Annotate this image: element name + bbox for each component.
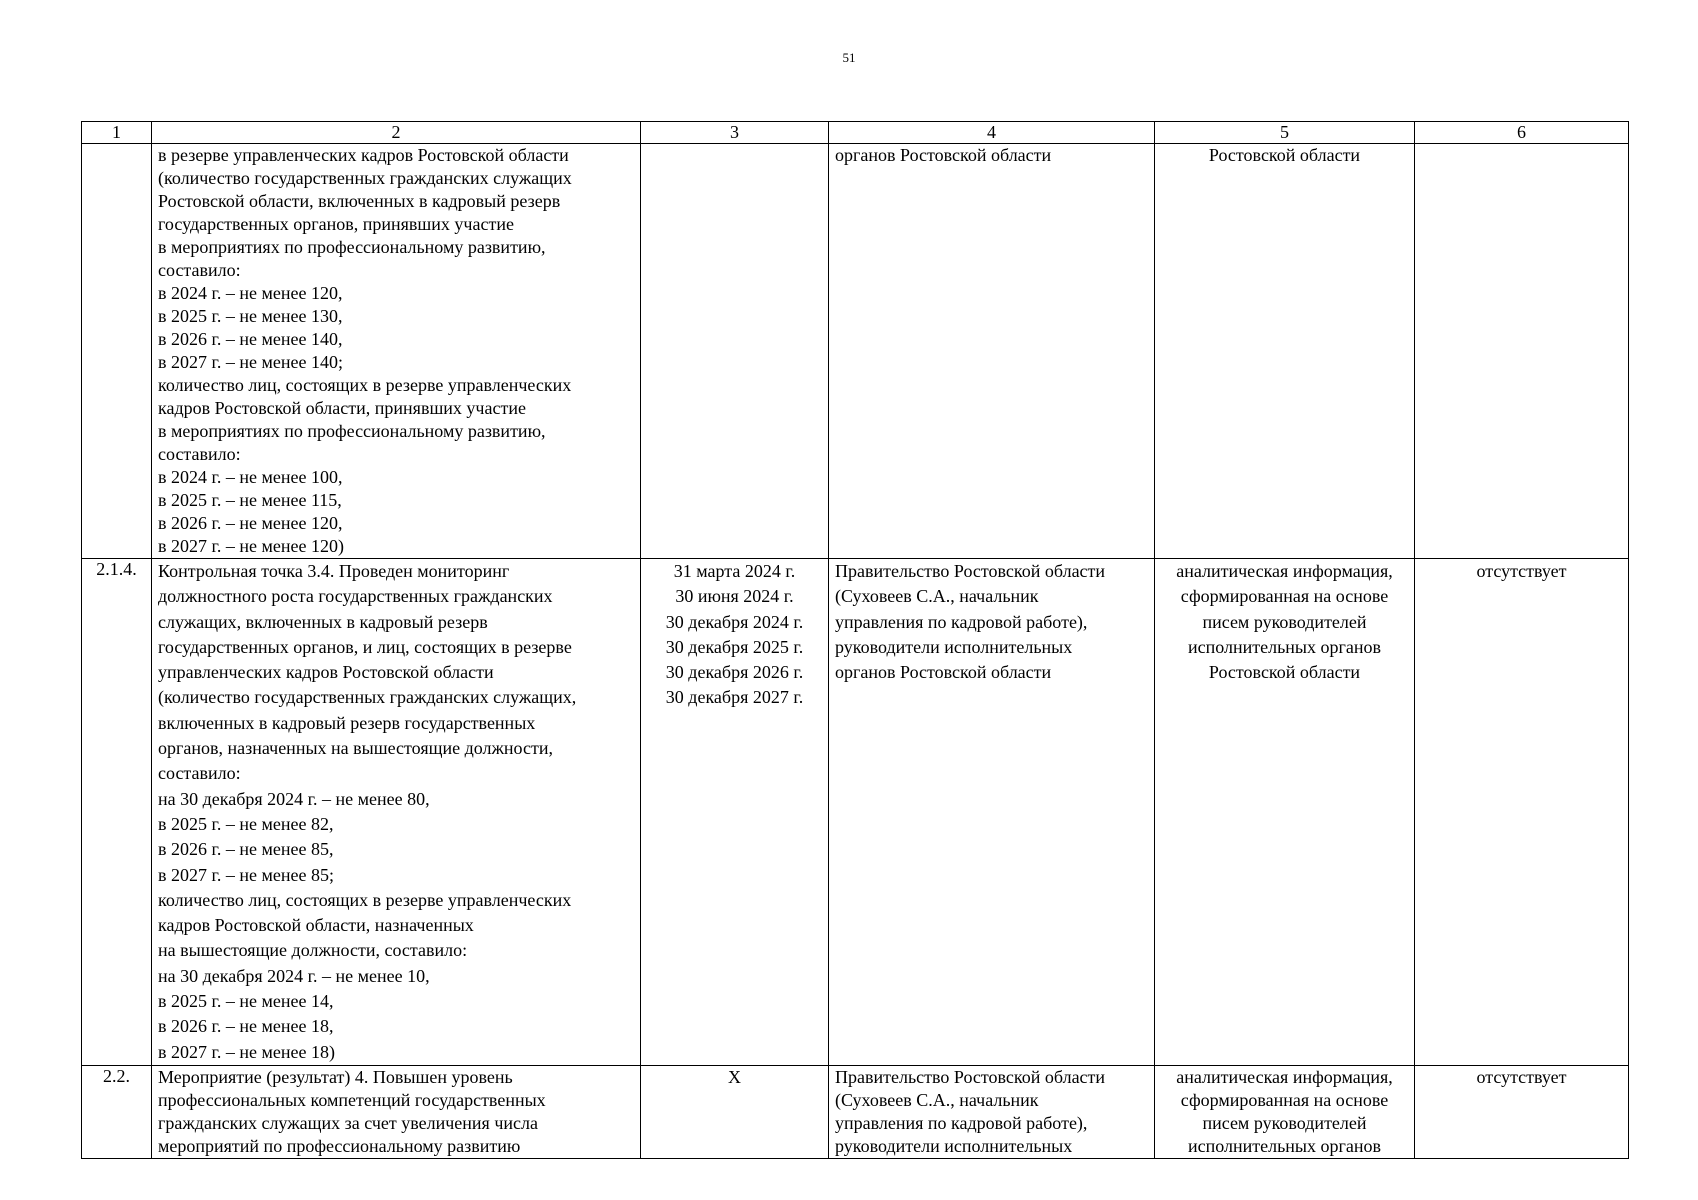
description-lines	[158, 144, 634, 558]
text-line: количество лиц, состоящих в резерве управленческих	[158, 375, 572, 395]
table-row	[82, 144, 1629, 559]
text-line: в 2027 г. – не менее 120)	[158, 536, 344, 556]
table-row	[82, 559, 1629, 1066]
info-system-lines	[1421, 559, 1622, 584]
text-line: 31 марта 2024 г.	[673, 561, 796, 581]
text-line: руководители исполнительных	[835, 636, 1073, 657]
text-line: государственных органов, принявших участие	[158, 214, 514, 234]
control-points-table	[81, 121, 1629, 1159]
text-line: (количество государственных гражданских служащих,	[158, 687, 577, 708]
info-system-cell	[1415, 1065, 1629, 1158]
document-lines	[1161, 144, 1408, 167]
description-lines	[158, 559, 634, 1065]
text-line: X	[728, 1066, 741, 1087]
text-line: органов Ростовской области	[835, 145, 1052, 165]
description-lines	[158, 1066, 634, 1158]
text-line: отсутствует	[1476, 1066, 1567, 1087]
text-line: Ростовской области	[1208, 662, 1361, 683]
text-line: Мероприятие (результат) 4. Повышен уровень	[158, 1066, 513, 1087]
table-row	[82, 1065, 1629, 1158]
text-line: в 2027 г. – не менее 140;	[158, 352, 343, 372]
column-header: 2	[152, 122, 641, 144]
text-line: Правительство Ростовской области	[835, 561, 1106, 581]
text-line: исполнительных органов	[1187, 1135, 1382, 1156]
text-line: (количество государственных гражданских служащих	[158, 168, 572, 188]
responsible-lines	[835, 559, 1148, 685]
text-line: в 2024 г. – не менее 100,	[158, 467, 343, 487]
column-header: 6	[1415, 122, 1629, 144]
text-line: мероприятий по профессиональному развитию	[158, 1135, 521, 1156]
document-cell	[1155, 559, 1415, 1066]
text-line: писем руководителей	[1202, 611, 1367, 632]
text-line: служащих, включенных в кадровый резерв	[158, 611, 488, 632]
text-line: сформированная на основе	[1180, 586, 1389, 607]
column-header: 5	[1155, 122, 1415, 144]
dates-cell	[641, 1065, 829, 1158]
dates-lines	[647, 1066, 822, 1089]
description-cell	[152, 144, 641, 559]
text-line: в 2025 г. – не менее 115,	[158, 490, 342, 510]
row-number-cell: 2.1.4.	[82, 559, 152, 1066]
responsible-lines	[835, 1066, 1148, 1158]
text-line: на 30 декабря 2024 г. – не менее 80,	[158, 788, 430, 809]
column-header: 1	[82, 122, 152, 144]
dates-cell	[641, 559, 829, 1066]
text-line: аналитическая информация,	[1176, 561, 1393, 581]
text-line: управленческих кадров Ростовской области	[158, 662, 494, 683]
info-system-lines	[1421, 1066, 1622, 1089]
column-header: 4	[829, 122, 1155, 144]
row-number-cell	[82, 144, 152, 559]
text-line: профессиональных компетенций государственных	[158, 1089, 546, 1110]
document-cell	[1155, 144, 1415, 559]
text-line: в 2026 г. – не менее 140,	[158, 329, 343, 349]
text-line: 30 декабря 2025 г.	[665, 636, 804, 657]
text-line: кадров Ростовской области, назначенных	[158, 915, 474, 936]
text-line: в 2025 г. – не менее 82,	[158, 813, 334, 834]
text-line: Ростовской области, включенных в кадровый резерв	[158, 191, 561, 211]
text-line: в мероприятиях по профессиональному развитию,	[158, 421, 546, 441]
text-line: в 2026 г. – не менее 120,	[158, 513, 343, 533]
text-line: 30 декабря 2024 г.	[665, 611, 804, 632]
text-line: кадров Ростовской области, принявших участие	[158, 398, 526, 418]
text-line: отсутствует	[1476, 561, 1567, 581]
description-cell	[152, 1065, 641, 1158]
text-line: управления по кадровой работе),	[835, 1112, 1088, 1133]
text-line: (Суховеев С.А., начальник	[835, 586, 1039, 607]
responsible-cell	[829, 144, 1155, 559]
row-number-cell: 2.2.	[82, 1065, 152, 1158]
text-line: писем руководителей	[1202, 1112, 1367, 1133]
text-line: составило:	[158, 260, 241, 280]
document-lines	[1161, 1066, 1408, 1158]
text-line: на 30 декабря 2024 г. – не менее 10,	[158, 965, 430, 986]
text-line: в мероприятиях по профессиональному развитию,	[158, 237, 546, 257]
responsible-cell	[829, 1065, 1155, 1158]
text-line: количество лиц, состоящих в резерве управленческих	[158, 889, 572, 910]
text-line: гражданских служащих за счет увеличения числа	[158, 1112, 538, 1133]
text-line: (Суховеев С.А., начальник	[835, 1089, 1039, 1110]
dates-lines	[647, 559, 822, 711]
info-system-cell	[1415, 144, 1629, 559]
text-line: включенных в кадровый резерв государственных	[158, 712, 536, 733]
text-line: должностного роста государственных гражданских	[158, 586, 553, 607]
text-line: составило:	[158, 763, 241, 784]
text-line: в 2026 г. – не менее 18,	[158, 1016, 334, 1037]
text-line: аналитическая информация,	[1176, 1066, 1393, 1087]
info-system-cell	[1415, 559, 1629, 1066]
page-number: 51	[842, 50, 856, 65]
column-header: 3	[641, 122, 829, 144]
description-cell	[152, 559, 641, 1066]
text-line: органов, назначенных на вышестоящие должности,	[158, 738, 553, 759]
text-line: на вышестоящие должности, составило:	[158, 940, 468, 961]
text-line: в 2024 г. – не менее 120,	[158, 283, 343, 303]
responsible-cell	[829, 559, 1155, 1066]
text-line: 30 декабря 2026 г.	[665, 662, 804, 683]
document-cell	[1155, 1065, 1415, 1158]
text-line: 30 декабря 2027 г.	[665, 687, 804, 708]
text-line: сформированная на основе	[1180, 1089, 1389, 1110]
responsible-lines	[835, 144, 1148, 167]
document-lines	[1161, 559, 1408, 685]
text-line: в 2027 г. – не менее 18)	[158, 1041, 335, 1062]
text-line: руководители исполнительных	[835, 1135, 1073, 1156]
dates-cell	[641, 144, 829, 559]
text-line: в 2026 г. – не менее 85,	[158, 839, 334, 860]
text-line: 30 июня 2024 г.	[675, 586, 794, 607]
table-header-row	[82, 122, 1629, 144]
text-line: в резерве управленческих кадров Ростовской области	[158, 145, 569, 165]
text-line: государственных органов, и лиц, состоящих в резерве	[158, 636, 572, 657]
text-line: в 2027 г. – не менее 85;	[158, 864, 334, 885]
text-line: управления по кадровой работе),	[835, 611, 1088, 632]
text-line: органов Ростовской области	[835, 662, 1052, 683]
text-line: Ростовской области	[1208, 145, 1361, 165]
text-line: в 2025 г. – не менее 14,	[158, 991, 334, 1012]
text-line: исполнительных органов	[1187, 636, 1382, 657]
text-line: Контрольная точка 3.4. Проведен мониторинг	[158, 561, 510, 581]
text-line: в 2025 г. – не менее 130,	[158, 306, 343, 326]
text-line: составило:	[158, 444, 241, 464]
text-line: Правительство Ростовской области	[835, 1066, 1106, 1087]
